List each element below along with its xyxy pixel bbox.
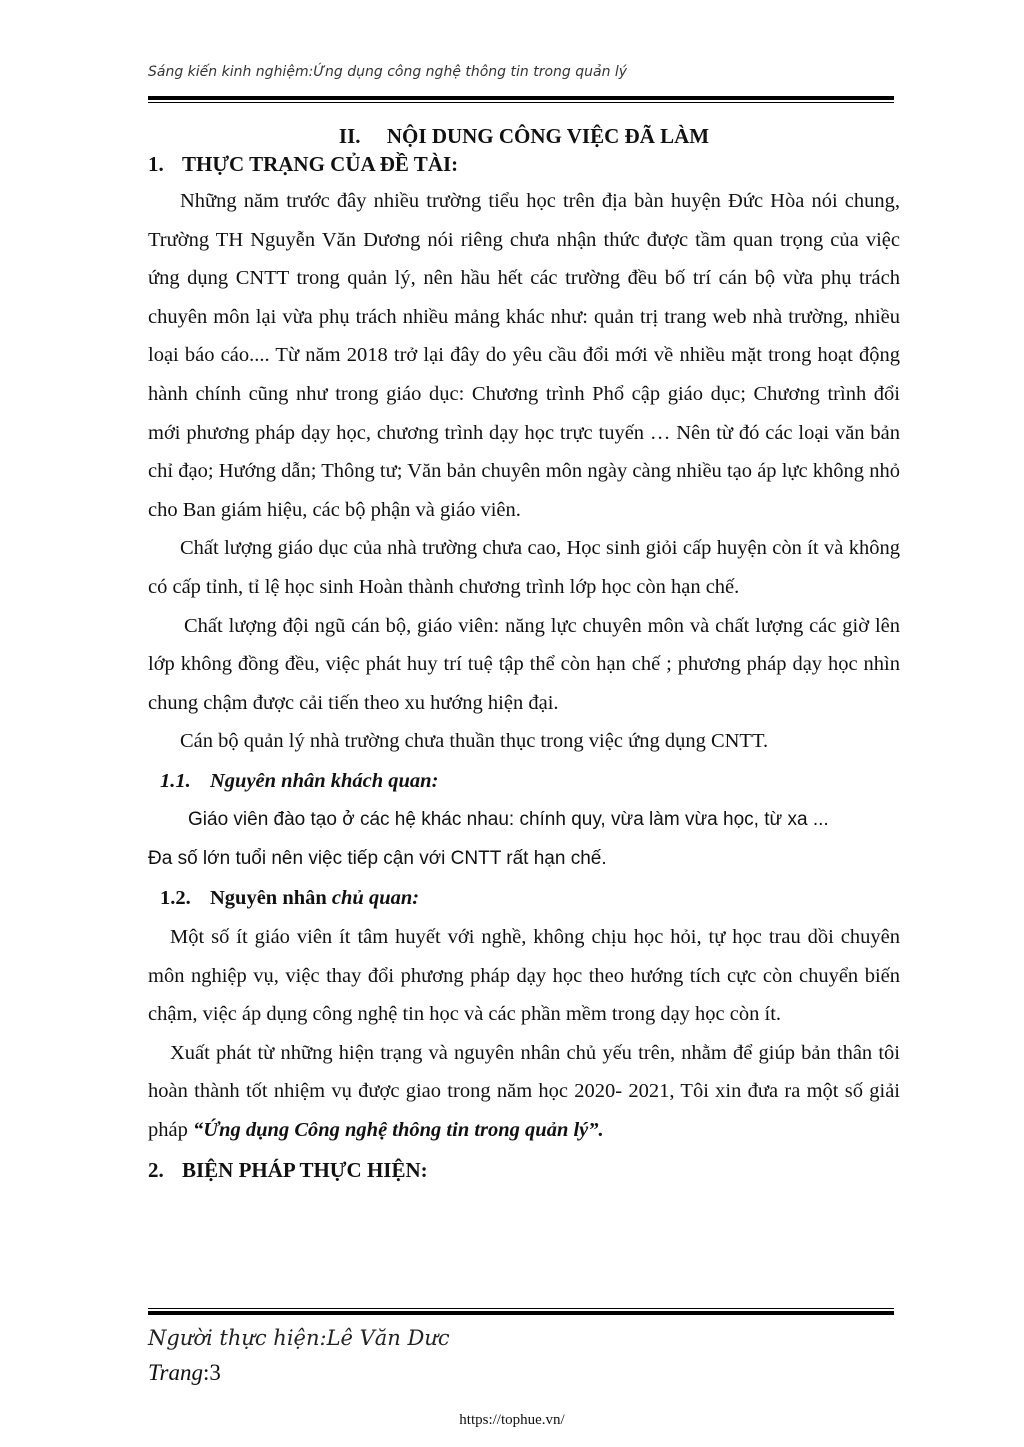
paragraph: Cán bộ quản lý nhà trường chưa thuần thục trong việc ứng dụng CNTT. <box>180 730 769 753</box>
footer-author: Người thực hiện:Lê Văn Dưc <box>148 1326 450 1350</box>
footer-page-number <box>148 1360 221 1386</box>
paragraph: Một số ít giáo viên ít tâm huyết với nghề, không chịu học hỏi, tự học trau dồi chuyên môn nghiệp vụ, việc thay đổi phương pháp dạy học theo hướng tích cực còn chuyển biến chậm, việc áp dụng công nghệ tin học và các phần mềm trong dạy học còn ít. <box>148 926 900 1026</box>
heading-title: THỰC TRẠNG CỦA ĐỀ TÀI: <box>182 152 459 176</box>
heading-current-status <box>148 150 900 178</box>
conclusion-emphasis: “Ứng dụng Công nghệ thông tin trong quản lý”. <box>192 1119 604 1142</box>
section-number: II. <box>338 124 361 148</box>
heading-subjective-causes <box>148 878 900 918</box>
header-rule <box>148 96 894 103</box>
heading-title: Nguyên nhân <box>210 887 332 910</box>
footer-rule <box>148 1308 894 1315</box>
conclusion-text: Xuất phát từ những hiện trạng và nguyên nhân chủ yếu trên, nhằm để giúp bản thân tôi hoàn thành tốt nhiệm vụ được giao trong năm học 2020- 2021, Tôi xin đưa ra một số giải pháp <box>148 1041 900 1142</box>
paragraph-conclusion <box>148 1034 900 1150</box>
section-title: NỘI DUNG CÔNG VIỆC ĐÃ LÀM <box>386 124 710 148</box>
heading-number: 1.2. <box>160 887 191 910</box>
heading-number: 1.1. <box>160 769 191 792</box>
heading-number: 1. <box>148 152 164 176</box>
paragraph: Những năm trước đây nhiều trường tiểu học trên địa bàn huyện Đức Hòa nói chung, Trường TH Nguyễn Văn Dương nói riêng chưa nhận thức được tầm quan trọng của việc ứng dụng CNTT trong quản lý, nên hầu hết các trường đều bố trí cán bộ vừa phụ trách chuyên môn lại vừa phụ trách nhiều mảng khác như: quản trị trang web nhà trường, nhiều loại báo cáo.... Từ năm 2018 trở lại đây do yêu cầu đổi mới về nhiều mặt trong hoạt động hành chính cũng như trong giáo dục: Chương trình Phổ cập giáo dục; Chương trình đổi mới phương pháp dạy học, chương trình dạy học trực tuyến … Nên từ đó các loại văn bản chỉ đạo; Hướng dẫn; Thông tư; Văn bản chuyên môn ngày càng nhiều tạo áp lực không nhỏ cho Ban giám hiệu, các bộ phận và giáo viên. <box>148 190 900 521</box>
page-content <box>148 122 900 1190</box>
source-url: https://tophue.vn/ <box>459 1412 565 1428</box>
heading-measures <box>148 1150 900 1190</box>
running-header: Sáng kiến kinh nghiệm:Ứng dụng công nghệ thông tin trong quản lý <box>148 64 628 80</box>
page-separator: : <box>202 1360 210 1385</box>
paragraph: Chất lượng giáo dục của nhà trường chưa cao, Học sinh giỏi cấp huyện còn ít và không có cấp tỉnh, tỉ lệ học sinh Hoàn thành chương trình lớp học còn hạn chế. <box>148 537 900 598</box>
heading-title: Nguyên nhân khách quan: <box>210 769 439 792</box>
page-label: Trang <box>148 1360 203 1385</box>
paragraph: Giáo viên đào tạo ở các hệ khác nhau: chính quy, vừa làm vừa học, từ xa ... <box>188 808 829 830</box>
heading-title: BIỆN PHÁP THỰC HIỆN: <box>182 1157 428 1182</box>
heading-number: 2. <box>148 1157 164 1182</box>
heading-objective-causes <box>148 761 900 801</box>
section-heading <box>148 122 900 150</box>
paragraph: Đa số lớn tuổi nên việc tiếp cận với CNTT rất hạn chế. <box>148 847 607 869</box>
page-number: 3 <box>209 1360 221 1385</box>
paragraph: Chất lượng đội ngũ cán bộ, giáo viên: năng lực chuyên môn và chất lượng các giờ lên lớp không đồng đều, việc phát huy trí tuệ tập thể còn hạn chế ; phương pháp dạy học nhìn chung chậm được cải tiến theo xu hướng hiện đại. <box>148 614 900 714</box>
heading-title-italic: chủ quan: <box>331 887 420 910</box>
